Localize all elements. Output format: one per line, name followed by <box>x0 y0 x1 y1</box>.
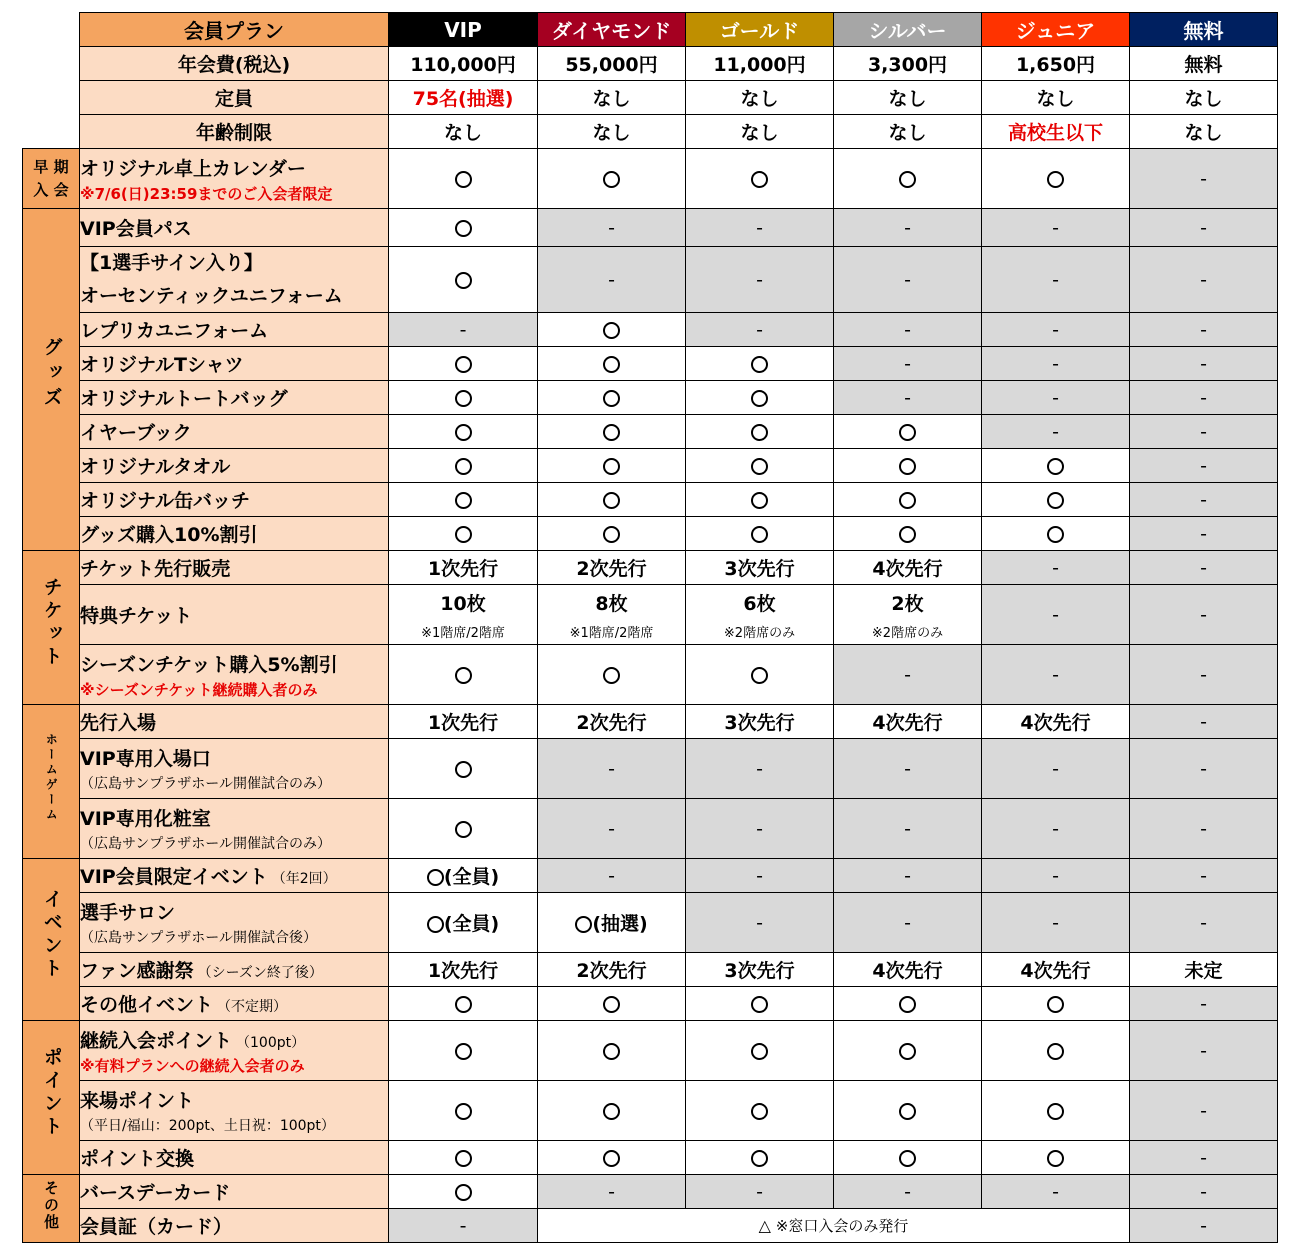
dash-mark: - <box>538 1175 686 1209</box>
dash-mark: - <box>982 209 1130 247</box>
plan-diamond: ダイヤモンド <box>538 13 686 47</box>
age-limit-value: なし <box>1130 115 1278 149</box>
circle-icon <box>455 1184 472 1201</box>
circle-icon <box>603 356 620 373</box>
circle-icon <box>603 1150 620 1167</box>
annual-fee-row <box>23 47 1278 81</box>
player-salon-note: （広島サンプラザホール開催試合後） <box>80 930 318 946</box>
age-limit-value: なし <box>538 115 686 149</box>
dash-mark: - <box>834 313 982 347</box>
fan-festival-value: 4次先行 <box>982 953 1130 987</box>
capacity-value: 75名(抽選) <box>389 81 538 115</box>
dash-mark: - <box>1130 585 1278 645</box>
goods-discount-row <box>23 517 1278 551</box>
vip-event-frequency: （年2回） <box>271 871 337 887</box>
circle-icon <box>455 1150 472 1167</box>
other-event-row <box>23 987 1278 1021</box>
renewal-point-row <box>23 1021 1278 1081</box>
dash-mark: - <box>834 347 982 381</box>
bonus-ticket-row <box>23 585 1278 645</box>
circle-icon <box>899 1150 916 1167</box>
circle-icon <box>455 761 472 778</box>
circle-icon <box>455 171 472 188</box>
circle-icon <box>603 458 620 475</box>
fan-festival-value: 1次先行 <box>389 953 538 987</box>
capacity-value: なし <box>538 81 686 115</box>
circle-icon <box>455 458 472 475</box>
dash-mark: - <box>834 247 982 313</box>
dash-mark: - <box>1130 799 1278 859</box>
circle-icon <box>751 1103 768 1120</box>
circle-icon <box>455 272 472 289</box>
vip-event-row <box>23 859 1278 893</box>
capacity-value: なし <box>834 81 982 115</box>
bonus-ticket-note: ※2階席のみ <box>723 625 796 641</box>
dash-mark: - <box>389 313 538 347</box>
dash-mark: - <box>686 247 834 313</box>
badge-label: オリジナル缶バッチ <box>80 483 389 517</box>
dash-mark: - <box>686 893 834 953</box>
fee-value: 3,300円 <box>834 47 982 81</box>
dash-mark: - <box>1130 705 1278 739</box>
dash-mark: - <box>538 739 686 799</box>
dash-mark: - <box>982 859 1130 893</box>
fan-festival-value: 3次先行 <box>686 953 834 987</box>
player-salon-label: 選手サロン （広島サンプラザホール開催試合後） <box>80 893 389 953</box>
presale-value: 1次先行 <box>389 551 538 585</box>
dash-mark: - <box>834 799 982 859</box>
renewal-point-note: ※有料プランへの継続入会者のみ <box>80 1056 305 1075</box>
authentic-uniform-row <box>23 247 1278 313</box>
plan-silver: シルバー <box>834 13 982 47</box>
circle-icon <box>751 390 768 407</box>
age-limit-value: なし <box>389 115 538 149</box>
dash-mark: - <box>982 347 1130 381</box>
circle-icon <box>603 492 620 509</box>
age-limit-value: なし <box>686 115 834 149</box>
dash-mark: - <box>1130 517 1278 551</box>
circle-icon <box>455 996 472 1013</box>
circle-icon <box>603 526 620 543</box>
salon-value: (抽選) <box>592 913 648 935</box>
tote-bag-row <box>23 381 1278 415</box>
vip-event-value: (全員) <box>443 866 500 888</box>
circle-icon <box>603 171 620 188</box>
dash-mark: - <box>686 859 834 893</box>
early-entry-value: 4次先行 <box>982 705 1130 739</box>
yearbook-label: イヤーブック <box>80 415 389 449</box>
dash-mark: - <box>686 739 834 799</box>
dash-mark: - <box>1130 381 1278 415</box>
dash-mark: - <box>1130 1021 1278 1081</box>
dash-mark: - <box>834 739 982 799</box>
presale-value: 4次先行 <box>834 551 982 585</box>
dash-mark: - <box>834 645 982 705</box>
dash-mark: - <box>834 209 982 247</box>
towel-label: オリジナルタオル <box>80 449 389 483</box>
dash-mark: - <box>1130 347 1278 381</box>
dash-mark: - <box>982 799 1130 859</box>
dash-mark: - <box>1130 415 1278 449</box>
circle-icon <box>899 1043 916 1060</box>
presale-value: 2次先行 <box>538 551 686 585</box>
circle-icon <box>455 526 472 543</box>
presale-value: 3次先行 <box>686 551 834 585</box>
dash-mark: - <box>1130 859 1278 893</box>
dash-mark: - <box>538 209 686 247</box>
vip-powder-room-label: VIP専用化粧室 （広島サンプラザホール開催試合のみ） <box>80 799 389 859</box>
circle-icon <box>603 667 620 684</box>
circle-icon <box>455 821 472 838</box>
point-exchange-row <box>23 1141 1278 1175</box>
fee-value: 無料 <box>1130 47 1278 81</box>
circle-icon <box>899 996 916 1013</box>
circle-icon <box>751 171 768 188</box>
fan-festival-label: ファン感謝祭 （シーズン終了後） <box>80 953 389 987</box>
calendar-note: ※7/6(日)23:59までのご入会者限定 <box>80 184 333 203</box>
dash-mark: - <box>982 585 1130 645</box>
bonus-ticket-count: 6枚 <box>743 592 776 615</box>
circle-icon <box>1047 458 1064 475</box>
category-home-game: ホームゲーム <box>23 705 80 859</box>
circle-icon <box>899 458 916 475</box>
circle-icon <box>751 1043 768 1060</box>
authentic-uniform-label: 【1選手サイン入り】 オーセンティックユニフォーム <box>80 247 389 313</box>
member-card-paid-plans <box>538 1209 1130 1243</box>
category-other: その他 <box>23 1175 80 1243</box>
fan-festival-value: 2次先行 <box>538 953 686 987</box>
tshirt-row <box>23 347 1278 381</box>
tshirt-label: オリジナルTシャツ <box>80 347 389 381</box>
fan-festival-timing: （シーズン終了後） <box>197 965 323 981</box>
circle-icon <box>751 996 768 1013</box>
calendar-label: オリジナル卓上カレンダー ※7/6(日)23:59までのご入会者限定 <box>80 149 389 209</box>
early-entry-value: 3次先行 <box>686 705 834 739</box>
category-goods: グッズ <box>23 209 80 551</box>
fee-value: 55,000円 <box>538 47 686 81</box>
ticket-presale-row <box>23 551 1278 585</box>
capacity-row <box>23 81 1278 115</box>
dash-mark: - <box>1130 483 1278 517</box>
dash-mark: - <box>1130 739 1278 799</box>
dash-mark: - <box>1130 645 1278 705</box>
other-event-frequency: （不定期） <box>217 999 288 1015</box>
vip-entrance-row <box>23 739 1278 799</box>
vip-pass-label: VIP会員パス <box>80 209 389 247</box>
dash-mark: - <box>1130 893 1278 953</box>
circle-icon <box>427 869 444 886</box>
season-discount-row <box>23 645 1278 705</box>
dash-mark: - <box>1130 247 1278 313</box>
circle-icon <box>1047 526 1064 543</box>
circle-icon <box>1047 171 1064 188</box>
dash-mark: - <box>982 645 1130 705</box>
early-entry-row <box>23 705 1278 739</box>
plan-header-label: 会員プラン <box>80 13 389 47</box>
tote-bag-label: オリジナルトートバッグ <box>80 381 389 415</box>
dash-mark: - <box>982 551 1130 585</box>
vip-entrance-label: VIP専用入場口 （広島サンプラザホール開催試合のみ） <box>80 739 389 799</box>
circle-icon <box>1047 996 1064 1013</box>
dash-mark: - <box>834 1175 982 1209</box>
membership-plan-table <box>22 12 1278 1243</box>
dash-mark: - <box>538 799 686 859</box>
dash-mark: - <box>538 859 686 893</box>
season-discount-label: シーズンチケット購入5%割引 ※シーズンチケット継続購入者のみ <box>80 645 389 705</box>
circle-icon <box>603 322 620 339</box>
circle-icon <box>751 1150 768 1167</box>
circle-icon <box>899 1103 916 1120</box>
circle-icon <box>455 424 472 441</box>
plan-vip: VIP <box>389 13 538 47</box>
circle-icon <box>751 424 768 441</box>
fee-value: 11,000円 <box>686 47 834 81</box>
player-salon-row <box>23 893 1278 953</box>
circle-icon <box>1047 1103 1064 1120</box>
category-event: イベント <box>23 859 80 1021</box>
dash-mark: - <box>982 1175 1130 1209</box>
ticket-presale-label: チケット先行販売 <box>80 551 389 585</box>
goods-discount-label: グッズ購入10%割引 <box>80 517 389 551</box>
towel-row <box>23 449 1278 483</box>
capacity-value: なし <box>1130 81 1278 115</box>
plan-junior: ジュニア <box>982 13 1130 47</box>
circle-icon <box>603 390 620 407</box>
age-limit-label: 年齢制限 <box>80 115 389 149</box>
dash-mark: - <box>686 1175 834 1209</box>
early-entry-label: 先行入場 <box>80 705 389 739</box>
circle-icon <box>455 667 472 684</box>
dash-mark: - <box>1130 149 1278 209</box>
vip-entrance-note: （広島サンプラザホール開催試合のみ） <box>80 776 332 792</box>
category-point: ポイント <box>23 1021 80 1175</box>
vip-powder-room-note: （広島サンプラザホール開催試合のみ） <box>80 836 332 852</box>
fan-festival-value: 4次先行 <box>834 953 982 987</box>
renewal-point-amount: （100pt） <box>236 1034 306 1051</box>
plan-header-row <box>23 13 1278 47</box>
plan-free: 無料 <box>1130 13 1278 47</box>
vip-powder-room-row <box>23 799 1278 859</box>
member-card-note: ※窓口入会のみ発行 <box>775 1217 909 1235</box>
triangle-icon: △ <box>758 1216 771 1235</box>
season-discount-note: ※シーズンチケット継続購入者のみ <box>80 680 318 699</box>
dash-mark: - <box>1130 1081 1278 1141</box>
capacity-value: なし <box>982 81 1130 115</box>
circle-icon <box>455 220 472 237</box>
birthday-card-row <box>23 1175 1278 1209</box>
circle-icon <box>751 526 768 543</box>
vip-pass-row <box>23 209 1278 247</box>
early-entry-value: 1次先行 <box>389 705 538 739</box>
bonus-ticket-note: ※1階席/2階席 <box>421 625 505 641</box>
capacity-value: なし <box>686 81 834 115</box>
dash-mark: - <box>538 247 686 313</box>
bonus-ticket-count: 8枚 <box>595 592 628 615</box>
dash-mark: - <box>686 799 834 859</box>
circle-icon <box>1047 492 1064 509</box>
circle-icon <box>455 390 472 407</box>
plan-gold: ゴールド <box>686 13 834 47</box>
circle-icon <box>603 1103 620 1120</box>
age-limit-value: なし <box>834 115 982 149</box>
fee-value: 1,650円 <box>982 47 1130 81</box>
dash-mark: - <box>982 893 1130 953</box>
age-limit-row <box>23 115 1278 149</box>
dash-mark: - <box>1130 1209 1278 1243</box>
other-event-label: その他イベント （不定期） <box>80 987 389 1021</box>
yearbook-row <box>23 415 1278 449</box>
circle-icon <box>751 356 768 373</box>
capacity-label: 定員 <box>80 81 389 115</box>
bonus-ticket-note: ※1階席/2階席 <box>569 625 654 641</box>
annual-fee-label: 年会費(税込) <box>80 47 389 81</box>
dash-mark: - <box>834 893 982 953</box>
circle-icon <box>575 916 592 933</box>
circle-icon <box>603 1043 620 1060</box>
dash-mark: - <box>1130 1175 1278 1209</box>
dash-mark: - <box>982 381 1130 415</box>
replica-uniform-row <box>23 313 1278 347</box>
circle-icon <box>899 526 916 543</box>
fan-festival-value: 未定 <box>1130 953 1278 987</box>
circle-icon <box>751 667 768 684</box>
dash-mark: - <box>389 1209 538 1243</box>
salon-value: (全員) <box>443 913 500 935</box>
circle-icon <box>455 1043 472 1060</box>
dash-mark: - <box>1130 551 1278 585</box>
circle-icon <box>1047 1043 1064 1060</box>
member-card-label: 会員証（カード） <box>80 1209 389 1243</box>
bonus-ticket-label: 特典チケット <box>80 585 389 645</box>
member-card-row <box>23 1209 1278 1243</box>
visit-point-row <box>23 1081 1278 1141</box>
dash-mark: - <box>686 209 834 247</box>
bonus-ticket-note: ※2階席のみ <box>871 625 944 641</box>
early-entry-value: 4次先行 <box>834 705 982 739</box>
category-ticket: チケット <box>23 551 80 705</box>
dash-mark: - <box>1130 987 1278 1021</box>
circle-icon <box>427 916 444 933</box>
dash-mark: - <box>1130 313 1278 347</box>
fan-festival-row <box>23 953 1278 987</box>
visit-point-label: 来場ポイント （平日/福山：200pt、土日祝：100pt） <box>80 1081 389 1141</box>
dash-mark: - <box>686 313 834 347</box>
dash-mark: - <box>982 313 1130 347</box>
calendar-row <box>23 149 1278 209</box>
renewal-point-label: 継続入会ポイント （100pt） ※有料プランへの継続入会者のみ <box>80 1021 389 1081</box>
bonus-ticket-count: 10枚 <box>440 592 486 615</box>
circle-icon <box>455 1103 472 1120</box>
visit-point-note: （平日/福山：200pt、土日祝：100pt） <box>80 1118 335 1134</box>
dash-mark: - <box>982 739 1130 799</box>
circle-icon <box>899 424 916 441</box>
early-entry-value: 2次先行 <box>538 705 686 739</box>
circle-icon <box>899 492 916 509</box>
dash-mark: - <box>982 247 1130 313</box>
badge-row <box>23 483 1278 517</box>
circle-icon <box>899 171 916 188</box>
circle-icon <box>751 458 768 475</box>
circle-icon <box>455 356 472 373</box>
dash-mark: - <box>834 859 982 893</box>
age-limit-value: 高校生以下 <box>982 115 1130 149</box>
fee-value: 110,000円 <box>389 47 538 81</box>
dash-mark: - <box>1130 1141 1278 1175</box>
dash-mark: - <box>1130 449 1278 483</box>
birthday-card-label: バースデーカード <box>80 1175 389 1209</box>
category-early-enrollment: 早 期 入 会 <box>23 149 80 209</box>
circle-icon <box>1047 1150 1064 1167</box>
circle-icon <box>603 424 620 441</box>
vip-event-label: VIP会員限定イベント （年2回） <box>80 859 389 893</box>
circle-icon <box>455 492 472 509</box>
replica-uniform-label: レプリカユニフォーム <box>80 313 389 347</box>
circle-icon <box>751 492 768 509</box>
dash-mark: - <box>834 381 982 415</box>
point-exchange-label: ポイント交換 <box>80 1141 389 1175</box>
dash-mark: - <box>1130 209 1278 247</box>
dash-mark: - <box>982 415 1130 449</box>
bonus-ticket-count: 2枚 <box>891 592 924 615</box>
circle-icon <box>603 996 620 1013</box>
